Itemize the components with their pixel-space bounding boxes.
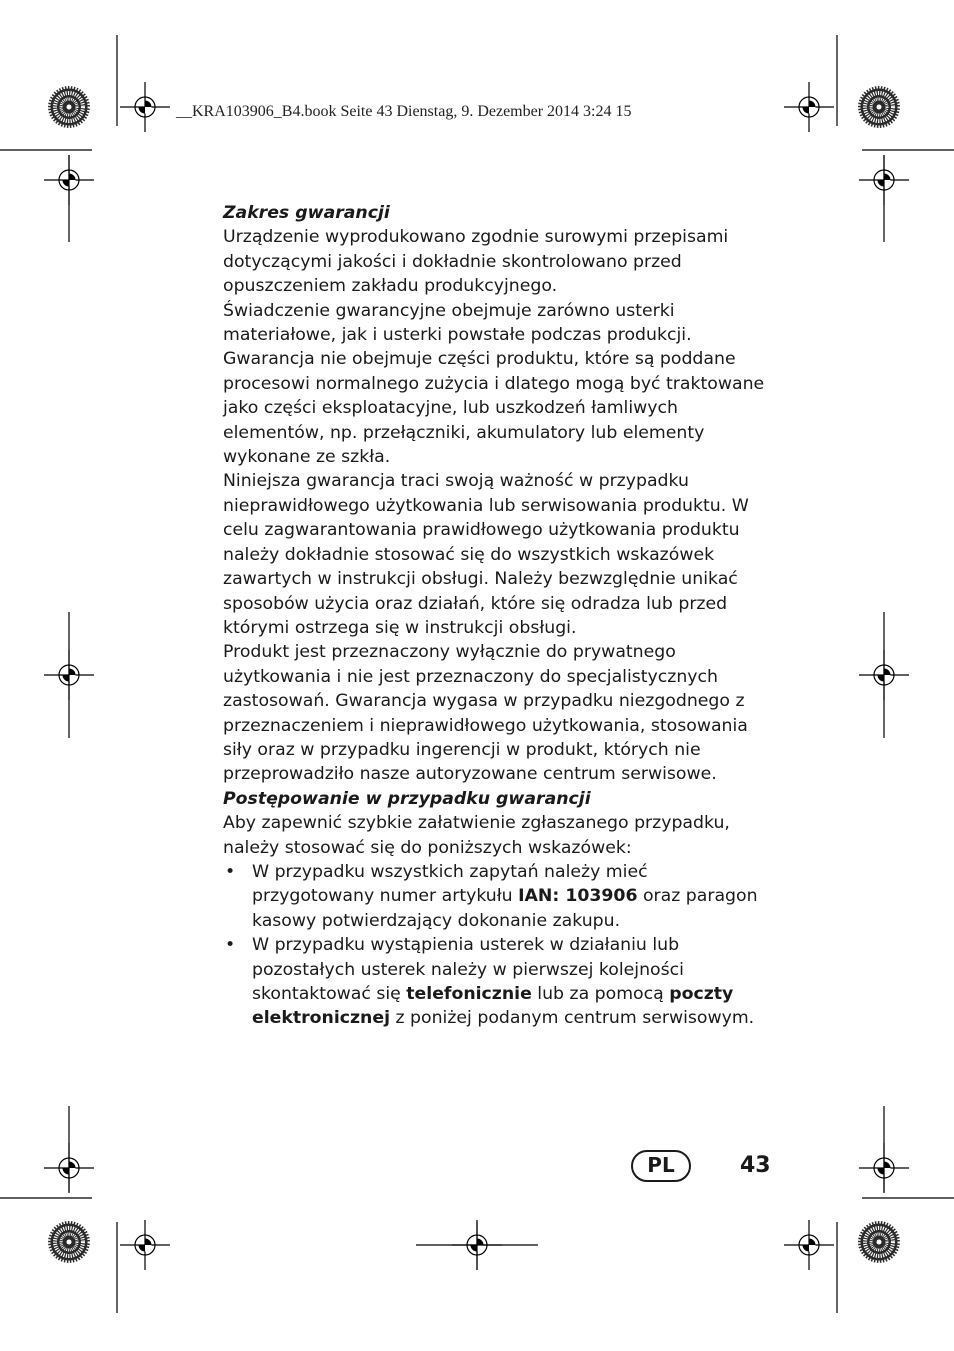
article-number: IAN: 103906	[518, 886, 638, 907]
paragraph: Aby zapewnić szybkie załatwienie zgłaszanego przypadku, należy stosować się do poniższych wskazówek:	[223, 813, 730, 858]
print-header: __KRA103906_B4.book Seite 43 Dienstag, 9. Dezember 2014 3:24 15	[176, 103, 632, 120]
list-item: • W przypadku wystąpienia usterek w działaniu lub pozostałych usterek należy w pierwszej kolejności skontaktować się telefonicznie lub za pomocą poczty elektronicznej z poniżej podanym centrum serwisowym.	[223, 933, 771, 1031]
registration-mark-bottom-left	[120, 1220, 170, 1270]
page-number: 43	[740, 1153, 771, 1178]
starburst-mark-bottom-left	[48, 1221, 90, 1263]
starburst-mark-top-left	[48, 86, 90, 128]
section-title-warranty-procedure: Postępowanie w przypadku gwarancji	[223, 788, 591, 809]
paragraph: Świadczenie gwarancyjne obejmuje zarówno usterki materiałowe, jak i usterki powstałe podczas produkcji. Gwarancja nie obejmuje części produktu, które są poddane procesowi normalnego zużycia i dlatego mogą być traktowane jako części eksploatacyjne, lub uszkodzeń łamliwych elementów, np. przełączniki, akumulatory lub elementy wykonane ze szkła.	[223, 300, 765, 468]
document-body	[223, 201, 771, 1031]
list-item: • W przypadku wszystkich zapytań należy mieć przygotowany numer artykułu IAN: 103906 oraz paragon kasowy potwierdzający dokonanie zakupu.	[223, 860, 771, 933]
language-badge: PL	[631, 1150, 691, 1182]
section-title-warranty-scope: Zakres gwarancji	[223, 203, 390, 223]
bullet-list	[223, 860, 771, 1031]
starburst-mark-bottom-right	[858, 1221, 900, 1263]
registration-mark-bottom-right	[784, 1220, 834, 1270]
starburst-mark-top-right	[858, 86, 900, 128]
paragraph: Urządzenie wyprodukowano zgodnie surowymi przepisami dotyczącymi jakości i dokładnie skontrolowano przed opuszczeniem zakładu produkcyjnego.	[223, 227, 729, 297]
paragraph: Niniejsza gwarancja traci swoją ważność w przypadku nieprawidłowego użytkowania lub serwisowania produktu. W celu zagwarantowania prawidłowego użytkowania produktu należy dokładnie stosować się do wszystkich wskazówek zawartych w instrukcji obsługi. Należy bezwzględnie unikać sposobów użycia oraz działań, które się odradza lub przed którymi ostrzega się w instrukcji obsługi.	[223, 471, 749, 638]
registration-mark-top-left	[120, 82, 170, 132]
paragraph: Produkt jest przeznaczony wyłącznie do prywatnego użytkowania i nie jest przeznaczony do specjalistycznych zastosowań. Gwarancja wygasa w przypadku niezgodnego z przeznaczeniem i nieprawidłowego użytkowania, stosowania siły oraz w przypadku ingerencji w produkt, których nie przeprowadziło nasze autoryzowane centrum serwisowe.	[223, 642, 748, 785]
registration-mark-top-right	[784, 82, 834, 132]
